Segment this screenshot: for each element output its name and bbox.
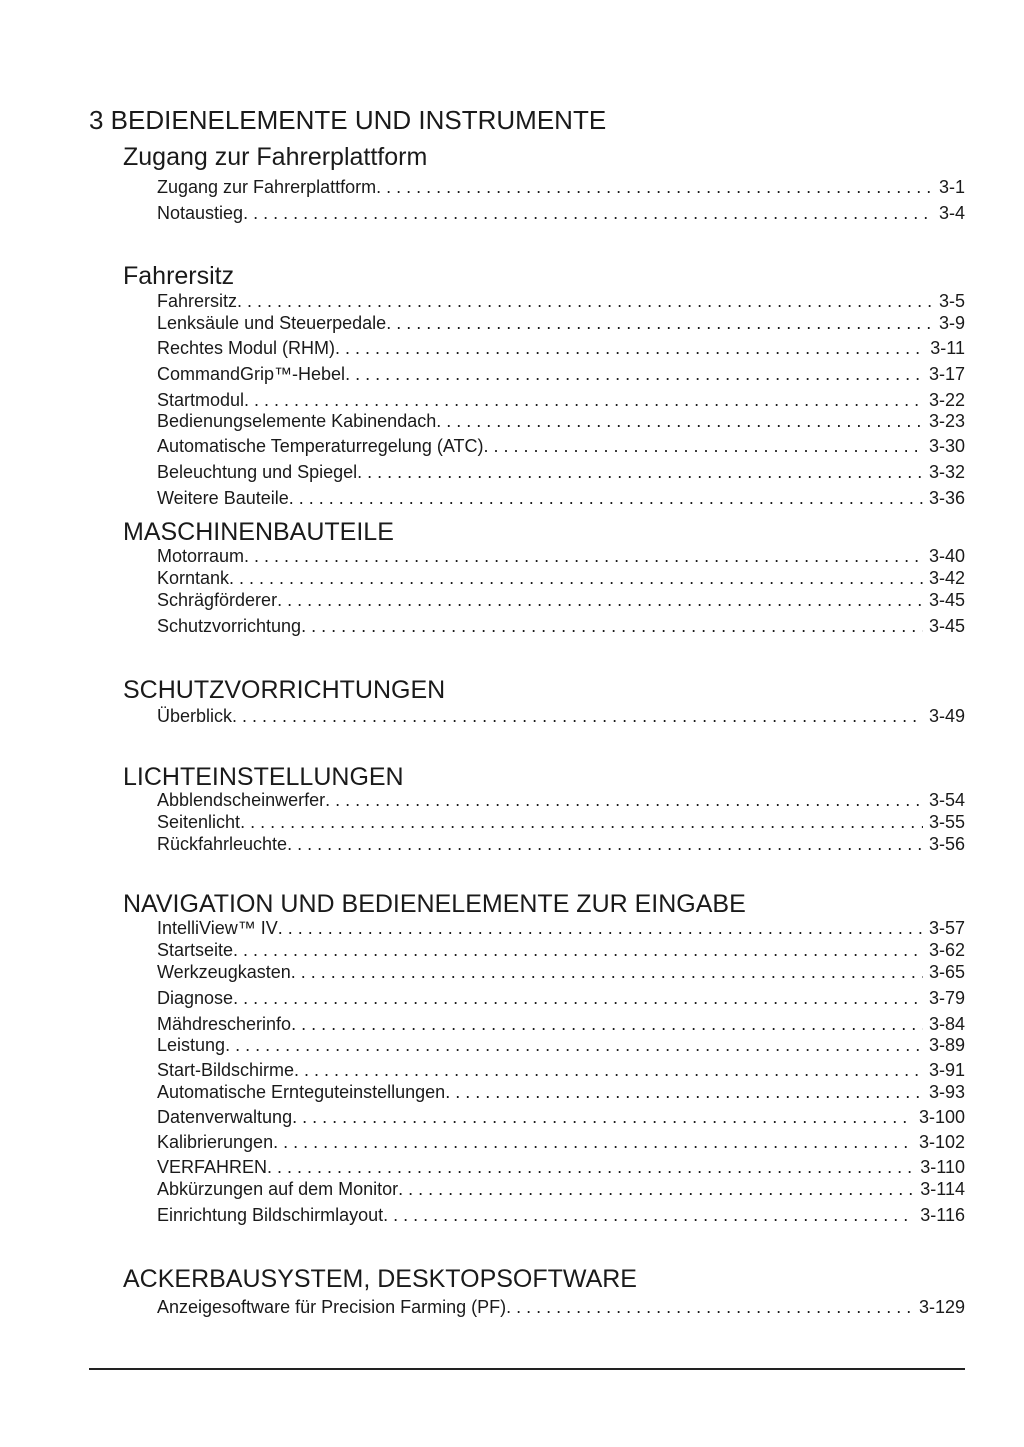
toc-entry-page: 3-36 bbox=[928, 488, 965, 508]
dot-leader bbox=[483, 435, 922, 457]
dot-leader bbox=[244, 389, 923, 411]
dot-leader bbox=[233, 939, 923, 961]
toc-entry-page: 3-89 bbox=[928, 1035, 965, 1055]
dot-leader bbox=[294, 1059, 923, 1081]
toc-entry-label: Mähdrescherinfo bbox=[157, 1014, 292, 1034]
toc-entry-label: Leistung bbox=[157, 1035, 226, 1055]
toc-entry-label: Startmodul bbox=[157, 390, 245, 410]
toc-entry[interactable] bbox=[157, 1059, 965, 1081]
toc-entry-label: Notaustieg bbox=[157, 203, 244, 223]
toc-entry-page: 3-91 bbox=[928, 1060, 965, 1080]
toc-entry-label: VERFAHREN bbox=[157, 1157, 268, 1177]
toc-entry-label: Startseite bbox=[157, 940, 234, 960]
toc-entry-page: 3-49 bbox=[928, 706, 965, 726]
toc-entry[interactable] bbox=[157, 487, 965, 509]
toc-entry-label: Bedienungselemente Kabinendach bbox=[157, 411, 437, 431]
dot-leader bbox=[225, 1034, 923, 1056]
toc-entry-label: Einrichtung Bildschirmlayout bbox=[157, 1205, 384, 1225]
toc-entry-page: 3-54 bbox=[928, 790, 965, 810]
toc-entry[interactable] bbox=[157, 389, 965, 411]
dot-leader bbox=[273, 1131, 913, 1153]
toc-entry[interactable] bbox=[157, 337, 965, 359]
dot-leader bbox=[325, 789, 923, 811]
toc-entry-page: 3-102 bbox=[918, 1132, 965, 1152]
toc-entry-label: Diagnose bbox=[157, 988, 234, 1008]
dot-leader bbox=[267, 1156, 914, 1178]
toc-entry-page: 3-110 bbox=[920, 1157, 965, 1177]
dot-leader bbox=[398, 1178, 914, 1200]
toc-entry-page: 3-65 bbox=[928, 962, 965, 982]
toc-entry-page: 3-84 bbox=[928, 1014, 965, 1034]
toc-entry[interactable] bbox=[157, 1081, 965, 1103]
toc-entry-label: Fahrersitz bbox=[157, 291, 238, 311]
toc-entry[interactable] bbox=[157, 705, 965, 727]
dot-leader bbox=[291, 1013, 923, 1035]
toc-entry-page: 3-9 bbox=[938, 313, 965, 333]
section-heading: NAVIGATION UND BEDIENELEMENTE ZUR EINGABE bbox=[123, 890, 746, 918]
toc-entry-page: 3-116 bbox=[920, 1205, 965, 1225]
toc-entry[interactable] bbox=[157, 789, 965, 811]
toc-entry-label: Automatische Ernteguteinstellungen bbox=[157, 1082, 446, 1102]
toc-entry[interactable] bbox=[157, 1156, 965, 1178]
section-heading: SCHUTZVORRICHTUNGEN bbox=[123, 676, 446, 704]
dot-leader bbox=[386, 312, 933, 334]
dot-leader bbox=[233, 987, 923, 1009]
section-heading: Zugang zur Fahrerplattform bbox=[123, 143, 428, 171]
toc-entry-page: 3-11 bbox=[930, 338, 965, 358]
dot-leader bbox=[436, 410, 923, 432]
toc-entry-label: Weitere Bauteile bbox=[157, 488, 289, 508]
toc-entry[interactable] bbox=[157, 1106, 965, 1128]
dot-leader bbox=[445, 1081, 923, 1103]
toc-entry[interactable] bbox=[157, 545, 965, 567]
toc-entry-page: 3-32 bbox=[928, 462, 965, 482]
toc-entry-page: 3-129 bbox=[918, 1297, 965, 1317]
section-heading: Fahrersitz bbox=[123, 262, 235, 290]
dot-leader bbox=[345, 363, 923, 385]
toc-entry[interactable] bbox=[157, 589, 965, 611]
toc-entry-label: Abblendscheinwerfer bbox=[157, 790, 326, 810]
toc-entry-page: 3-30 bbox=[928, 436, 965, 456]
toc-entry-page: 3-5 bbox=[938, 291, 965, 311]
dot-leader bbox=[240, 811, 923, 833]
toc-entry-label: Beleuchtung und Spiegel bbox=[157, 462, 358, 482]
toc-entry-label: Automatische Temperaturregelung (ATC) bbox=[157, 436, 484, 456]
toc-entry[interactable] bbox=[157, 1013, 965, 1035]
dot-leader bbox=[292, 1106, 913, 1128]
dot-leader bbox=[277, 589, 923, 611]
toc-entry-page: 3-55 bbox=[928, 812, 965, 832]
toc-entry-page: 3-1 bbox=[938, 177, 965, 197]
dot-leader bbox=[335, 337, 924, 359]
toc-entry-page: 3-100 bbox=[918, 1107, 965, 1127]
toc-entry[interactable] bbox=[157, 1296, 965, 1318]
toc-entry-page: 3-23 bbox=[928, 411, 965, 431]
toc-entry[interactable] bbox=[157, 461, 965, 483]
toc-entry[interactable] bbox=[157, 312, 965, 334]
dot-leader bbox=[383, 1204, 914, 1226]
toc-entry[interactable] bbox=[157, 567, 965, 589]
toc-entry-page: 3-42 bbox=[928, 568, 965, 588]
toc-entry-label: Schutzvorrichtung bbox=[157, 616, 302, 636]
toc-entry[interactable] bbox=[157, 833, 965, 855]
toc-entry[interactable] bbox=[157, 917, 965, 939]
toc-entry-label: Kalibrierungen bbox=[157, 1132, 274, 1152]
toc-entry-label: Anzeigesoftware für Precision Farming (PF) bbox=[157, 1297, 507, 1317]
toc-entry[interactable] bbox=[157, 176, 965, 198]
toc-entry-page: 3-56 bbox=[928, 834, 965, 854]
toc-entry[interactable] bbox=[157, 811, 965, 833]
toc-entry-page: 3-62 bbox=[928, 940, 965, 960]
dot-leader bbox=[291, 961, 923, 983]
dot-leader bbox=[376, 176, 933, 198]
dot-leader bbox=[232, 705, 923, 727]
section-heading: MASCHINENBAUTEILE bbox=[123, 518, 394, 546]
toc-entry-label: Schrägförderer bbox=[157, 590, 278, 610]
toc-entry-page: 3-22 bbox=[928, 390, 965, 410]
toc-entry-label: Seitenlicht bbox=[157, 812, 241, 832]
toc-entry[interactable] bbox=[157, 202, 965, 224]
toc-entry-label: Datenverwaltung bbox=[157, 1107, 293, 1127]
toc-entry-page: 3-57 bbox=[928, 918, 965, 938]
section-heading: LICHTEINSTELLUNGEN bbox=[123, 763, 404, 791]
toc-entry[interactable] bbox=[157, 615, 965, 637]
toc-entry[interactable] bbox=[157, 1204, 965, 1226]
toc-entry-label: Start-Bildschirme bbox=[157, 1060, 295, 1080]
dot-leader bbox=[243, 202, 933, 224]
toc-entry[interactable] bbox=[157, 290, 965, 312]
dot-leader bbox=[289, 487, 923, 509]
chapter-title: 3 BEDIENELEMENTE UND INSTRUMENTE bbox=[89, 105, 607, 135]
toc-entry-label: Motorraum bbox=[157, 546, 245, 566]
toc-entry[interactable] bbox=[157, 363, 965, 385]
toc-entry[interactable] bbox=[157, 435, 965, 457]
toc-entry[interactable] bbox=[157, 987, 965, 1009]
section-heading: ACKERBAUSYSTEM, DESKTOPSOFTWARE bbox=[123, 1265, 637, 1293]
dot-leader bbox=[237, 290, 933, 312]
dot-leader bbox=[506, 1296, 913, 1318]
toc-entry-label: Zugang zur Fahrerplattform bbox=[157, 177, 377, 197]
toc-entry[interactable] bbox=[157, 1131, 965, 1153]
footer-divider bbox=[89, 1368, 965, 1370]
toc-entry-page: 3-4 bbox=[938, 203, 965, 223]
toc-entry-page: 3-45 bbox=[928, 616, 965, 636]
toc-entry-label: CommandGrip™-Hebel bbox=[157, 364, 346, 384]
toc-entry-label: Rückfahrleuchte bbox=[157, 834, 288, 854]
toc-entry-page: 3-79 bbox=[928, 988, 965, 1008]
toc-entry-label: Werkzeugkasten bbox=[157, 962, 291, 982]
toc-entry-label: Überblick bbox=[157, 706, 233, 726]
toc-entry[interactable] bbox=[157, 410, 965, 432]
toc-entry-label: Abkürzungen auf dem Monitor bbox=[157, 1179, 399, 1199]
dot-leader bbox=[287, 833, 923, 855]
toc-entry-page: 3-40 bbox=[928, 546, 965, 566]
toc-entry[interactable] bbox=[157, 1034, 965, 1056]
dot-leader bbox=[244, 545, 923, 567]
toc-entry-label: Korntank bbox=[157, 568, 230, 588]
toc-entry[interactable] bbox=[157, 939, 965, 961]
toc-entry[interactable] bbox=[157, 961, 965, 983]
toc-entry-page: 3-93 bbox=[928, 1082, 965, 1102]
toc-entry-page: 3-114 bbox=[920, 1179, 965, 1199]
dot-leader bbox=[229, 567, 923, 589]
toc-entry[interactable] bbox=[157, 1178, 965, 1200]
toc-entry-page: 3-45 bbox=[928, 590, 965, 610]
dot-leader bbox=[301, 615, 923, 637]
toc-entry-label: Rechtes Modul (RHM) bbox=[157, 338, 336, 358]
dot-leader bbox=[278, 917, 923, 939]
toc-entry-label: IntelliView™ IV bbox=[157, 918, 278, 938]
dot-leader bbox=[357, 461, 923, 483]
toc-entry-label: Lenksäule und Steuerpedale bbox=[157, 313, 387, 333]
toc-entry-page: 3-17 bbox=[928, 364, 965, 384]
